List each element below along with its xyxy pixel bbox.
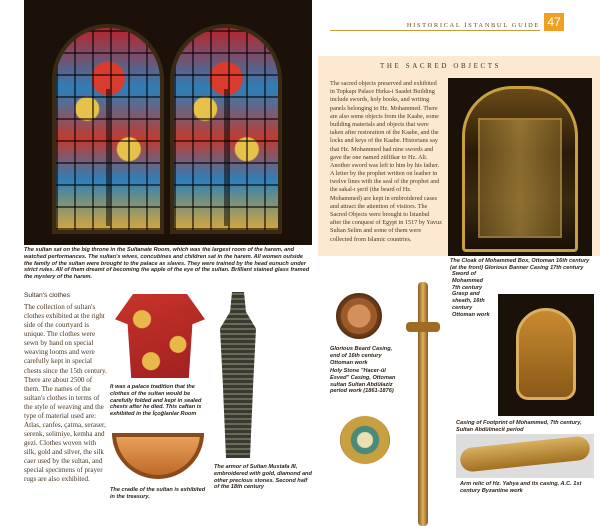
stained-glass-window-left: [52, 24, 164, 234]
caftan-photo: [110, 290, 210, 380]
clothes-text: The collection of sultan's clothes exhibited at the right side of the courtyard is unique. The clothes were sewn by hand on special weaving looms and were carefully kept in special chests since the 15th century. There are about 2500 of them. The names of the sultan's clothes in terms of the style of weaving and the type of material used are: Atlas, canfes, çatma, seraser, serenk, selimiye, kemha and gezi. Clothes woven with silk, gold and silver, the silk caer used by the sultan, and special specimens of prayer rugs are also exhibited.: [24, 303, 107, 484]
sacred-objects-text: The sacred objects preserved and exhibited in Topkapı Palace Hırka-i Saadet Building include swords, holy books, and writing panels belonging to Hz. Mohammed. There are also some objects from the Kaabe, some building materials and objects that were taken after restoration of the Kaabe, and the locks and keys of the Kaabe. Historians say that Hz. Mohammed had nine swords and gave the one named zülfikar to Hz. Ali. Another sword was left to him by his father. A letter by the prophet written on leather in twelve lines with the seal of the prophet and the sakal-ı şerif (the beard of Hz. Mohammed) are kept in embroidered cases and attract the attention of visitors. The Sacred Objects were brought to İstanbul after the conquest of Egypt in 1517 by Yavuz Sultan Selim and some of them were collected from Islamic countries.: [330, 80, 442, 243]
footprint-casing-photo: [498, 294, 594, 416]
guide-title: HISTORICAL İSTANBUL GUIDE: [406, 22, 540, 29]
sword-caption: Sword of Mohammed 7th century Grasp and sheath, 16th century Ottoman work: [452, 271, 490, 318]
page-number: 47: [544, 13, 564, 31]
section-heading: THE SACRED OBJECTS: [380, 62, 502, 70]
beard-casing-photo: [330, 283, 388, 343]
arm-relic-photo: [456, 434, 594, 478]
clothes-heading: Sultan's clothes: [24, 292, 70, 299]
caftan-caption: It was a palace tradition that the clothes of the sultan would be carefully folded and kept in sealed chests after he died. This caftan is exhibited in the İçoğlanlar Room: [110, 384, 202, 418]
cradle-caption: The cradle of the sultan is exhibited in the treasury.: [110, 487, 206, 500]
holy-stone-photo: [330, 410, 400, 468]
armor-caption: The armor of Sultan Mustafa III, embroidered with gold, diamond and other precious stones. Second half of the 18th century: [214, 464, 312, 491]
beard-casing-caption: Glorious Beard Casing, end of 16th century Ottoman work: [330, 346, 393, 366]
arm-relic-caption: Arm relic of Hz. Yahya and its casing, A.C. 1st century Byzantine work: [460, 481, 582, 494]
armor-photo: [212, 288, 264, 462]
footprint-caption: Casing of Footprint of Mohammed, 7th century, Sultan Abdülmecit period: [456, 420, 582, 433]
stained-glass-window-right: [170, 24, 282, 234]
sword-photo: [400, 282, 448, 526]
cloak-box-photo: [448, 78, 592, 256]
holy-stone-caption: Holy Stone "Hacer-ül Esved" Casing, Ottoman sultan Sultan Abdülaziz period work (1861-1876): [330, 368, 396, 395]
cradle-photo: [108, 427, 208, 483]
stained-glass-photo: [24, 0, 312, 245]
glass-caption: The sultan sat on the big throne in the Sultanate Room, which was the largest room of the harem, and watched performances. The sultan's wives, concubines and children sat in the harem. All women outside the family of the sultan were brought to the palace as slaves. They were trained by the head eunuch under strict rules. All of them dreamt of becoming the apple of the eye of the sultan. Brilliant stained glass framed the mystery of the harem.: [24, 247, 310, 281]
cloak-caption: The Cloak of Mohammed Box, Ottoman 16th century (at the front) Glorious Banner Casing 17th century: [450, 258, 590, 271]
header-rule: [330, 30, 540, 31]
